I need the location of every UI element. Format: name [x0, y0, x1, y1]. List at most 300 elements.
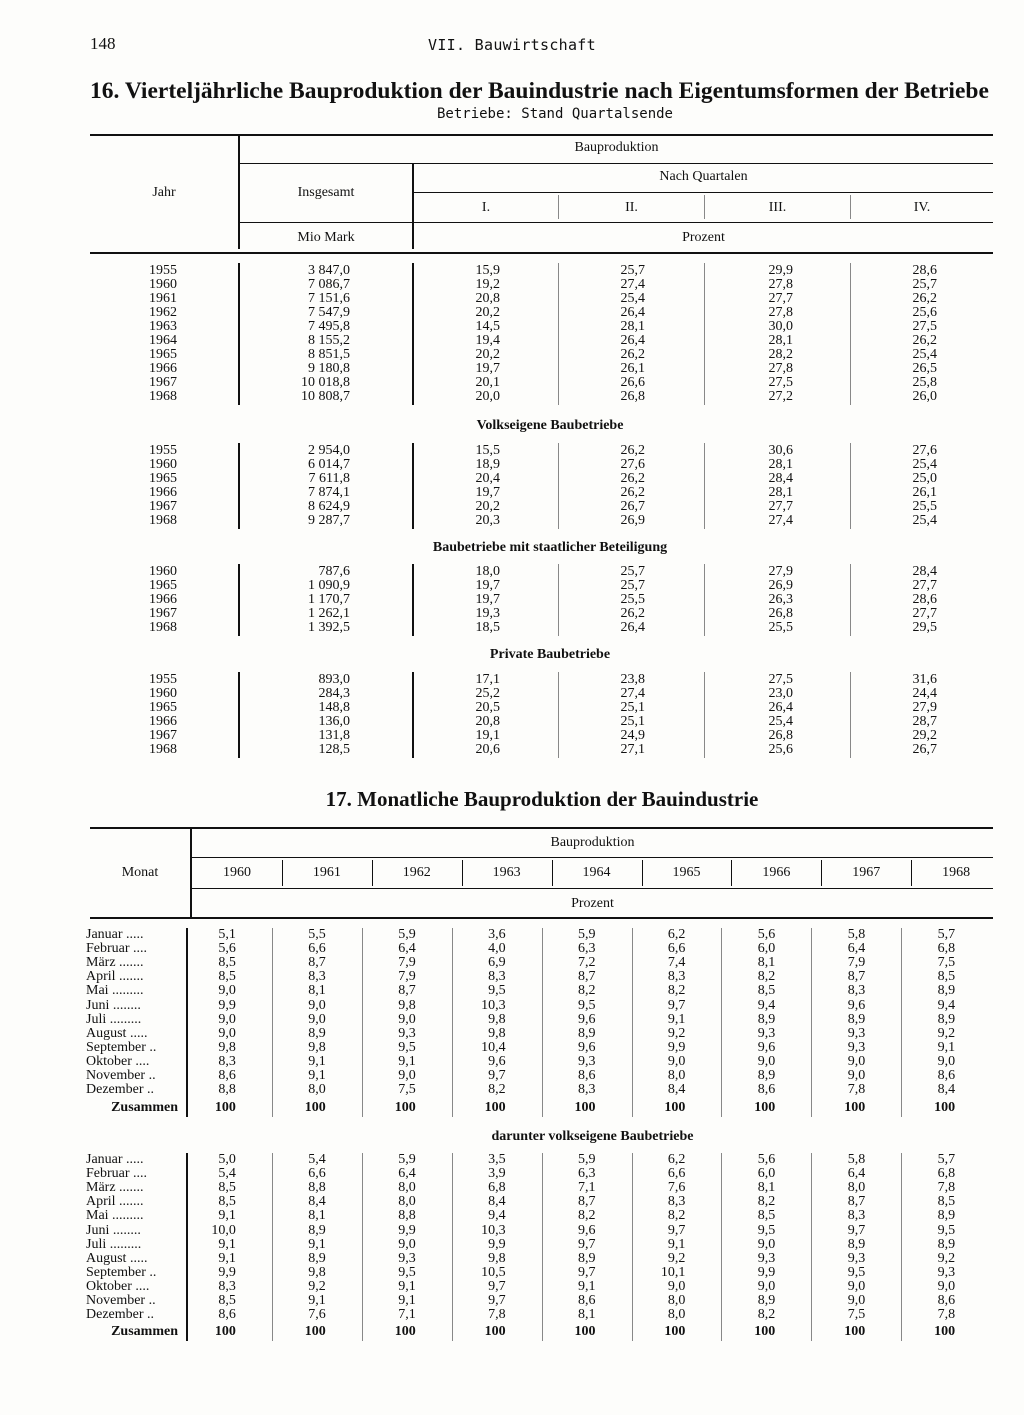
table17-value-cell: 7,8 [488, 1307, 506, 1323]
table17-value-cell: 7,8 [937, 1180, 956, 1196]
table17-value-cell: 9,1 [218, 1236, 236, 1252]
table16-quarter-cell: 15,9 [475, 263, 500, 278]
table17-value-cell: 9,2 [308, 1278, 326, 1294]
table17-value-cell: 9,6 [488, 1053, 506, 1069]
table17-value-cell: 9,0 [218, 983, 236, 999]
table17-value-cell: 8,7 [847, 969, 866, 985]
table16-column-rule [238, 564, 240, 636]
table16-section-title: Baubetriebe mit staatlicher Beteiligung [432, 540, 668, 555]
table16-quarter-cell: 20,1 [475, 375, 500, 390]
table16-year-cell: 1964 [149, 333, 177, 348]
table16-year-cell: 1966 [149, 361, 177, 376]
table16-quarter-cell: 26,2 [620, 347, 645, 362]
table17-value-cell: 9,1 [578, 1278, 596, 1294]
table17-value-cell: 8,3 [218, 1053, 236, 1069]
table17-value-cell: 9,9 [398, 1222, 416, 1238]
table17-value-cell: 8,2 [578, 983, 596, 999]
table17-value-cell: 9,1 [398, 1053, 416, 1069]
table17-value-cell: 9,7 [578, 1264, 596, 1280]
table16-quarter-cell: 27,8 [768, 361, 793, 376]
table16-quarter-cell: 26,7 [912, 742, 937, 757]
table17-value-cell: 7,1 [398, 1307, 416, 1323]
table16-quarter-cell: 25,7 [620, 578, 645, 593]
table17-value-cell: 9,7 [667, 997, 686, 1013]
table17-value-cell: 7,9 [398, 955, 416, 971]
table17-value-cell: 9,7 [488, 1068, 506, 1083]
table17-month-header: Monat [121, 865, 159, 880]
table16-section-title: Volkseigene Baubetriebe [476, 418, 624, 433]
table17-month-label: Januar ..... [86, 1152, 144, 1167]
table17-value-cell: 9,1 [398, 1278, 416, 1294]
table17-total-cell: 100 [754, 1324, 776, 1339]
table17-value-cell: 9,7 [578, 1236, 596, 1252]
table17-value-cell: 8,1 [308, 1208, 326, 1224]
table16-quarter-cell: 26,4 [620, 305, 645, 320]
table17-value-cell: 9,5 [847, 1264, 866, 1280]
table17-value-cell: 9,1 [308, 1053, 326, 1069]
table17-value-cell: 7,5 [398, 1082, 416, 1098]
table17-total-cell: 100 [394, 1324, 416, 1339]
table17-value-cell: 6,2 [667, 1152, 686, 1167]
table16-quarter-cell: 31,6 [912, 672, 937, 687]
table16-quarter-cell: 25,1 [620, 700, 645, 715]
table17-value-cell: 8,3 [667, 969, 686, 985]
table16-quarter-cell: 25,4 [912, 457, 937, 472]
table16-column-rule [558, 672, 559, 758]
table16-q1-header: I. [481, 200, 491, 215]
table16-quarter-cell: 18,5 [475, 620, 500, 635]
table16-quarter-cell: 28,7 [912, 714, 937, 729]
table17-year-header: 1965 [672, 865, 701, 880]
table17-value-cell: 10,4 [481, 1039, 506, 1055]
table17-total-cell: 100 [214, 1324, 236, 1339]
table17-value-cell: 8,2 [757, 1194, 776, 1210]
table17-value-cell: 10,5 [481, 1264, 506, 1280]
table17-value-cell: 8,4 [667, 1082, 686, 1098]
table17-value-cell: 9,0 [937, 1053, 956, 1069]
table17-value-cell: 9,6 [578, 1011, 596, 1027]
table16-total-cell: 1 170,7 [308, 592, 350, 607]
table16-quarter-cell: 28,1 [620, 319, 645, 334]
table17-value-cell: 8,6 [757, 1082, 776, 1098]
table17-value-cell: 8,5 [757, 1208, 776, 1224]
table16-year-cell: 1966 [149, 714, 177, 729]
table17-value-cell: 9,8 [308, 1264, 326, 1280]
table16-quarter-cell: 27,1 [620, 742, 645, 757]
table17-value-cell: 9,4 [488, 1208, 506, 1224]
table16-unit-prozent: Prozent [682, 230, 725, 245]
table17-value-cell: 8,0 [667, 1068, 686, 1083]
table17-value-cell: 6,6 [308, 1166, 326, 1182]
table17-value-cell: 6,4 [847, 1166, 866, 1182]
table16-year-cell: 1967 [149, 728, 177, 743]
table17-value-cell: 9,1 [218, 1250, 236, 1266]
table17-year-header: 1960 [222, 865, 251, 880]
table17-value-cell: 8,2 [667, 1208, 686, 1224]
table17-value-cell: 3,6 [488, 927, 506, 942]
table16-title: 16. Vierteljährliche Bauproduktion der Bauindustrie nach Eigentumsformen der Betriebe [90, 78, 989, 104]
table16-quarter-cell: 27,8 [768, 305, 793, 320]
table16-quarter-cell: 26,7 [620, 499, 645, 514]
table17-value-cell: 7,8 [847, 1082, 866, 1098]
table17-value-cell: 5,8 [847, 927, 866, 942]
table16-column-rule [704, 443, 705, 529]
table16-top-rule [90, 134, 993, 136]
table17-value-cell: 8,7 [578, 969, 596, 985]
table16-total-cell: 1 392,5 [308, 620, 350, 635]
table17-value-cell: 9,3 [578, 1053, 596, 1069]
table16-year-cell: 1955 [149, 263, 177, 278]
table17-year-header: 1961 [312, 865, 341, 880]
table17-value-cell: 10,3 [481, 1222, 506, 1238]
table17-value-cell: 9,8 [218, 1039, 236, 1055]
table17-section-title: darunter volkseigene Baubetriebe [491, 1129, 694, 1144]
table17-value-cell: 9,0 [937, 1278, 956, 1294]
table16-total-cell: 10 808,7 [301, 389, 350, 404]
table17-value-cell: 9,3 [937, 1264, 956, 1280]
table16-column-rule [850, 672, 851, 758]
table17-value-cell: 4,0 [488, 941, 506, 957]
table17-bauproduktion-header: Bauproduktion [550, 835, 635, 850]
table17-month-label: Mai ......... [86, 983, 144, 999]
table17-value-cell: 8,9 [757, 1293, 776, 1308]
table16-quarter-cell: 15,5 [475, 443, 500, 458]
table17-total-cell: 100 [484, 1324, 506, 1339]
table16-total-cell: 9 287,7 [308, 513, 350, 528]
table17-value-cell: 8,8 [308, 1180, 326, 1196]
page-number: 148 [90, 34, 116, 53]
table17-value-cell: 5,5 [308, 927, 326, 942]
table16-quarter-cell: 27,2 [768, 389, 793, 404]
table16-quarter-cell: 19,7 [475, 592, 500, 607]
table16-quarter-cell: 28,1 [768, 485, 793, 500]
table16-quarter-cell: 30,6 [768, 443, 793, 458]
table17-value-cell: 5,9 [398, 927, 416, 942]
table17-value-cell: 8,2 [667, 983, 686, 999]
table17-value-cell: 9,6 [847, 997, 866, 1013]
table17-value-cell: 6,9 [488, 955, 506, 971]
table17-month-label: Dezember .. [86, 1307, 155, 1323]
table16-total-cell: 2 954,0 [308, 443, 350, 458]
table16-quarter-cell: 23,8 [620, 672, 645, 687]
table16-quarter-cell: 19,2 [475, 277, 500, 292]
table17-month-label: März ....... [86, 955, 144, 971]
table17-value-cell: 8,3 [218, 1278, 236, 1294]
table16-quarter-cell: 27,8 [768, 277, 793, 292]
table16-year-cell: 1968 [149, 742, 177, 757]
table16-unit-mio-mark: Mio Mark [297, 230, 355, 245]
table16-q2-header: II. [625, 200, 638, 215]
table17-total-cell: 100 [754, 1100, 776, 1115]
table17-value-cell: 7,1 [578, 1180, 596, 1196]
table16-quarter-cell: 17,1 [475, 672, 500, 687]
table16-quarter-cell: 27,6 [912, 443, 937, 458]
table16-total-cell: 7 151,6 [308, 291, 350, 306]
table17-value-cell: 8,8 [218, 1082, 236, 1098]
table16-year-cell: 1967 [149, 375, 177, 390]
table17-value-cell: 8,9 [578, 1250, 596, 1266]
table16-quarter-cell: 26,8 [620, 389, 645, 404]
table17-value-cell: 8,9 [757, 1068, 776, 1083]
table17-value-cell: 9,0 [847, 1293, 866, 1308]
table16-total-cell: 3 847,0 [308, 263, 350, 278]
table17-value-cell: 8,6 [937, 1068, 956, 1083]
table16-column-rule [704, 263, 705, 405]
table17-value-cell: 5,6 [757, 1152, 776, 1167]
table16-column-rule [704, 564, 705, 636]
table16-quarter-cell: 19,4 [475, 333, 500, 348]
table16-quarter-cell: 25,7 [620, 263, 645, 278]
table17-value-cell: 9,1 [937, 1039, 956, 1055]
table16-column-rule [850, 263, 851, 405]
table16-header-bottom-rule [90, 252, 993, 254]
table16-section-title: Private Baubetriebe [489, 647, 611, 662]
table16-quarter-cell: 26,2 [912, 333, 937, 348]
table17-total-label: Zusammen [111, 1324, 178, 1339]
table17-value-cell: 8,9 [937, 1208, 956, 1224]
table17-month-label: November .. [86, 1068, 156, 1083]
table16-total-cell: 284,3 [318, 686, 350, 701]
table17-value-cell: 9,5 [937, 1222, 956, 1238]
table17-value-cell: 8,3 [578, 1082, 596, 1098]
table17-value-cell: 9,0 [218, 1011, 236, 1027]
table16-quartalen-rule [414, 192, 993, 193]
table17-value-cell: 5,0 [218, 1152, 236, 1167]
table16-quarter-cell: 27,5 [768, 375, 793, 390]
table16-quarter-cell: 29,5 [912, 620, 937, 635]
table17-value-cell: 7,6 [667, 1180, 686, 1196]
table17-value-cell: 7,5 [847, 1307, 866, 1323]
table16-quarter-cell: 20,4 [475, 471, 500, 486]
table16-quarter-cell: 20,8 [475, 714, 500, 729]
table16-quarter-cell: 27,5 [912, 319, 937, 334]
table16-column-rule [238, 443, 240, 529]
table17-value-cell: 9,8 [488, 1250, 506, 1266]
table16-year-cell: 1965 [149, 347, 177, 362]
table17-year-header: 1966 [762, 865, 791, 880]
table17-value-cell: 5,9 [578, 927, 596, 942]
table16-quarter-cell: 14,5 [475, 319, 500, 334]
table17-total-cell: 100 [394, 1100, 416, 1115]
table17-value-cell: 8,3 [847, 1208, 866, 1224]
table17-month-label: Februar .... [86, 941, 148, 957]
table16-quarter-cell: 26,6 [620, 375, 645, 390]
table16-quarter-cell: 25,6 [912, 305, 937, 320]
table16-quarter-cell: 25,4 [912, 347, 937, 362]
table16-total-cell: 7 547,9 [308, 305, 350, 320]
table16-quarter-cell: 25,1 [620, 714, 645, 729]
table16-total-cell: 7 611,8 [308, 471, 350, 486]
table17-value-cell: 8,9 [578, 1025, 596, 1041]
table17-value-cell: 9,4 [757, 997, 776, 1013]
table16-quarter-cell: 24,9 [620, 728, 645, 743]
table16-year-cell: 1968 [149, 389, 177, 404]
table16-total-cell: 8 155,2 [308, 333, 350, 348]
table17-value-cell: 9,0 [218, 1025, 236, 1041]
table17-month-label: August ..... [86, 1250, 148, 1266]
table16-quarter-cell: 25,5 [620, 592, 645, 607]
table17-value-cell: 6,4 [398, 1166, 416, 1182]
table17-value-cell: 8,4 [488, 1194, 506, 1210]
table16-quarter-cell: 27,9 [912, 700, 937, 715]
table17-value-cell: 8,3 [308, 969, 326, 985]
table17-value-cell: 8,7 [398, 983, 416, 999]
table17-value-cell: 8,5 [218, 969, 236, 985]
table16-quarter-cell: 26,9 [620, 513, 645, 528]
table17-value-cell: 8,9 [308, 1250, 326, 1266]
table16-quarter-cell: 20,3 [475, 513, 500, 528]
table17-value-cell: 8,5 [218, 1194, 236, 1210]
table17-value-cell: 8,5 [218, 955, 236, 971]
table16-quarter-cell: 25,5 [768, 620, 793, 635]
table17-value-cell: 8,0 [667, 1307, 686, 1323]
table17-title: 17. Monatliche Bauproduktion der Bauindustrie [325, 787, 759, 811]
table16-quarter-cell: 26,3 [768, 592, 793, 607]
table16-quarter-cell: 20,0 [475, 389, 500, 404]
table17-value-cell: 5,7 [937, 927, 956, 942]
table17-value-cell: 9,1 [218, 1208, 236, 1224]
table16-units-rule [240, 222, 993, 223]
table16-quarter-cell: 27,4 [768, 513, 793, 528]
table17-value-cell: 9,0 [308, 997, 326, 1013]
table17-value-cell: 9,1 [308, 1293, 326, 1308]
table16-quarter-cell: 24,4 [912, 686, 937, 701]
table17-value-cell: 9,3 [398, 1250, 416, 1266]
table16-quarter-cell: 26,9 [768, 578, 793, 593]
table16-year-header: Jahr [152, 185, 176, 200]
table17-value-cell: 8,9 [937, 1011, 956, 1027]
table17-value-cell: 8,2 [757, 969, 776, 985]
table17-value-cell: 8,1 [757, 1180, 776, 1196]
table16-column-rule [412, 672, 414, 758]
table16-total-cell: 893,0 [318, 672, 350, 687]
table17-value-cell: 8,0 [847, 1180, 866, 1196]
table17-value-cell: 9,0 [757, 1236, 776, 1252]
table16-quarter-cell: 26,1 [912, 485, 937, 500]
table17-value-cell: 9,0 [847, 1278, 866, 1294]
table17-value-cell: 9,0 [308, 1011, 326, 1027]
table17-value-cell: 8,0 [398, 1194, 416, 1210]
table16-quarter-cell: 23,0 [768, 686, 793, 701]
table16-quarter-cell: 19,7 [475, 485, 500, 500]
table17-total-cell: 100 [574, 1324, 596, 1339]
table17-value-cell: 8,9 [847, 1236, 866, 1252]
table17-years-rule [192, 888, 993, 889]
table16-quarter-cell: 26,2 [912, 291, 937, 306]
table17-value-cell: 8,9 [308, 1222, 326, 1238]
table17-value-cell: 9,1 [308, 1068, 326, 1083]
table16-quarter-cell: 20,2 [475, 499, 500, 514]
table17-month-label: Dezember .. [86, 1082, 155, 1098]
table16-quarter-cell: 25,7 [620, 564, 645, 579]
table16-quarter-cell: 27,4 [620, 277, 645, 292]
table17-value-cell: 8,6 [218, 1307, 236, 1323]
table16-year-cell: 1960 [149, 277, 177, 292]
table16-quarter-cell: 19,7 [475, 578, 500, 593]
table16-quarter-cell: 27,7 [768, 499, 793, 514]
table16-quarter-cell: 25,4 [912, 513, 937, 528]
table16-quarter-cell: 27,5 [768, 672, 793, 687]
table16-quarter-cell: 27,7 [912, 606, 937, 621]
table16-quarter-cell: 28,1 [768, 457, 793, 472]
table17-value-cell: 9,6 [757, 1039, 776, 1055]
table16-quarter-cell: 26,1 [620, 361, 645, 376]
table17-value-cell: 10,0 [211, 1222, 236, 1238]
table17-value-cell: 9,9 [488, 1236, 506, 1252]
table17-value-cell: 9,3 [847, 1250, 866, 1266]
table17-total-cell: 100 [844, 1100, 866, 1115]
table17-total-cell: 100 [934, 1100, 956, 1115]
table16-quarter-cell: 26,2 [620, 443, 645, 458]
table16-total-cell: 7 086,7 [308, 277, 350, 292]
table16-quarter-cell: 25,4 [620, 291, 645, 306]
table17-value-cell: 9,9 [218, 997, 236, 1013]
table17-value-cell: 6,4 [398, 941, 416, 957]
table17-value-cell: 7,6 [308, 1307, 326, 1323]
table17-value-cell: 5,6 [757, 927, 776, 942]
table17-value-cell: 5,6 [218, 941, 236, 957]
table17-value-cell: 9,5 [398, 1039, 416, 1055]
table17-month-label: November .. [86, 1293, 156, 1308]
running-head: VII. Bauwirtschaft [428, 36, 596, 54]
table17-year-header: 1967 [852, 865, 881, 880]
table16-quarter-cell: 18,9 [475, 457, 500, 472]
table17-value-cell: 9,2 [937, 1250, 956, 1266]
table17-value-cell: 9,2 [667, 1250, 686, 1266]
table17-month-label: Februar .... [86, 1166, 148, 1182]
table17-value-cell: 9,9 [667, 1039, 686, 1055]
table17-value-cell: 10,3 [481, 997, 506, 1013]
table16-total-cell: 10 018,8 [301, 375, 350, 390]
table16-quarter-cell: 26,8 [768, 606, 793, 621]
table17-value-cell: 6,0 [757, 1166, 776, 1182]
table17-top-rule [90, 827, 993, 829]
table16-quarter-cell: 26,4 [620, 333, 645, 348]
table17-month-label: Oktober .... [86, 1278, 150, 1294]
table17-value-cell: 8,6 [937, 1293, 956, 1308]
table16-column-rule [558, 443, 559, 529]
table16-quarter-cell: 28,2 [768, 347, 793, 362]
table17-value-cell: 8,7 [578, 1194, 596, 1210]
table17-value-cell: 5,8 [847, 1152, 866, 1167]
table17-value-cell: 8,9 [308, 1025, 326, 1041]
table17-year-header: 1963 [492, 865, 521, 880]
table17-value-cell: 9,3 [757, 1025, 776, 1041]
table16-quarter-cell: 19,1 [475, 728, 500, 743]
table17-value-cell: 9,3 [757, 1250, 776, 1266]
table17-total-cell: 100 [574, 1100, 596, 1115]
table17-month-label: September .. [86, 1039, 157, 1055]
table16-total-cell: 136,0 [318, 714, 350, 729]
table16-column-rule [238, 672, 240, 758]
table16-quarter-cell: 27,6 [620, 457, 645, 472]
table17-month-label: April ....... [86, 969, 144, 985]
table16-quarter-cell: 26,2 [620, 606, 645, 621]
table17-month-label: März ....... [86, 1180, 144, 1196]
table16-year-cell: 1963 [149, 319, 177, 334]
table17-value-cell: 9,5 [488, 983, 506, 999]
table17-value-cell: 3,5 [488, 1152, 506, 1167]
table16-year-cell: 1961 [149, 291, 177, 306]
table17-value-cell: 9,7 [488, 1278, 506, 1294]
table16-quarter-cell: 26,4 [768, 700, 793, 715]
table17-value-cell: 9,0 [398, 1011, 416, 1027]
table16-year-cell: 1955 [149, 443, 177, 458]
table17-value-cell: 8,7 [847, 1194, 866, 1210]
table17-value-cell: 8,1 [578, 1307, 596, 1323]
table17-value-cell: 7,9 [847, 955, 866, 971]
table17-value-cell: 8,3 [667, 1194, 686, 1210]
